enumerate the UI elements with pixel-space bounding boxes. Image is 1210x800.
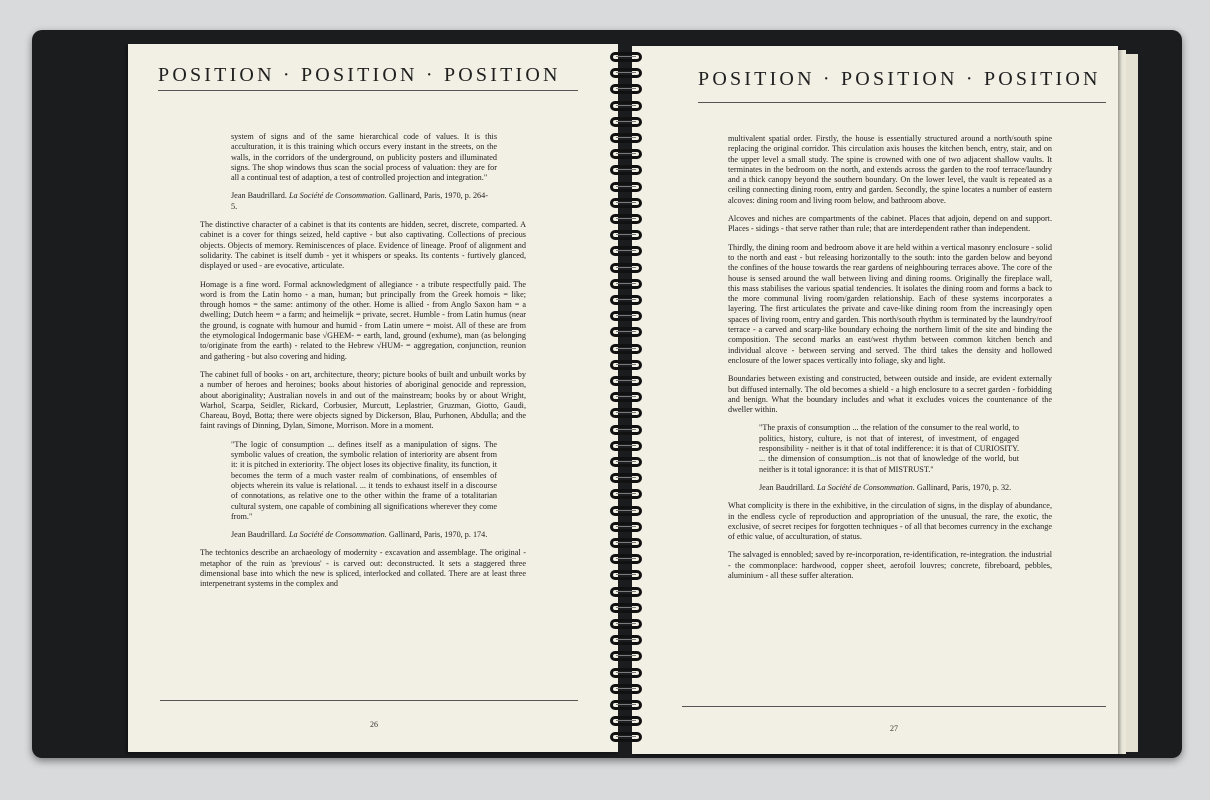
spiral-coil — [610, 198, 642, 208]
citation-details: Gallinard, Paris, 1970, p. 32. — [916, 482, 1012, 492]
spiral-coil — [610, 246, 642, 256]
spiral-coil — [610, 133, 642, 143]
quote-paragraph: system of signs and of the same hierarchical code of values. It is this acculturation, it is this training which occurs every instant in the streets, on the walls, in the corridors of the underground, on publicity posters and illuminated signs. The shop windows thus scan the social process of valuation: they are for all a continual test of adaption, a test of controlled projection and integration." — [231, 132, 497, 183]
citation — [231, 530, 491, 540]
body-paragraph: Boundaries between existing and constructed, between outside and inside, are evident externally but diffused internally. The old becomes a shield - a high enclosure to a secret garden - forbidding and benign. What the boundary includes and what it excludes voices the countenance of the dweller within. — [728, 374, 1052, 415]
spiral-coil — [610, 327, 642, 337]
spiral-coil — [610, 392, 642, 402]
spiral-coil — [610, 522, 642, 532]
spiral-coil — [610, 295, 642, 305]
page-body — [200, 132, 526, 598]
citation-author: Jean Baudrillard. — [759, 482, 815, 492]
spiral-coil — [610, 311, 642, 321]
body-paragraph: Thirdly, the dining room and bedroom above it are held within a vertical masonry enclosure - solid to the north and east - but releasing horizontally to the south: into the garden below and beyond the confines of the house towards the rear gardens of neighbouring terraces above. The core of the house is sensed around the wall between living and dining rooms. Originally the fireplace wall, this mass stabilises the various spatial tendencies. It isolates the dining room and forms a back to the more communal living room/garden relationship. Each of these systems incorporates a layering. The first articulates the private and cave-like dining room from the increasingly open spaces of living room, entry and garden. This north/south rhythm is terminated by the laundry/roof terrace - a carved and scarp-like boundary echoing the northern limit of the site and binding the composition. The second marks an east/west rhythm between common kitchen bench and individual alcove - between serving and served. The third takes the density and hollowed enclosure of the lower spaces vertically into foliage, sky and light. — [728, 242, 1052, 365]
footer-rule — [682, 706, 1106, 707]
page-number: 27 — [890, 724, 898, 733]
citation-details: Gallinard, Paris, 1970, p. 264-5. — [231, 191, 488, 211]
spiral-coil — [610, 182, 642, 192]
spiral-coil — [610, 635, 642, 645]
spiral-coil — [610, 651, 642, 661]
spiral-coil — [610, 360, 642, 370]
spiral-coil — [610, 344, 642, 354]
citation-details: Gallinard, Paris, 1970, p. 174. — [388, 530, 488, 540]
body-paragraph: What complicity is there in the exhibitive, in the circulation of signs, in the display of abundance, in the endless cycle of reproduction and appropriation of the unusual, the rare, the exotic, the exclusive, of secret recipes for forgotten techniques - of all that becomes currency in the exchange of ethic value, of acculturation, of status. — [728, 501, 1052, 542]
left-page — [128, 44, 618, 752]
header-rule — [158, 90, 578, 91]
spiral-coil — [610, 230, 642, 240]
spiral-coil — [610, 570, 642, 580]
spiral-coil — [610, 441, 642, 451]
citation-title: La Société de Consommation. — [816, 482, 915, 492]
quote-paragraph: "The logic of consumption ... defines itself as a manipulation of signs. The symbolic values of creation, the symbolic relation of interiority are absent from it: it is pitched in exteriority. The object loses its objective finality, its function, it becomes the term of a much vaster realm of combinations, of ensembles of objects wherein its value is relational. ... it tends to exhaust itself in a discourse of connotations, as relative one to the other within the frame of a totalitarian cultural system, one capable of combining all significations wherever they come from." — [231, 439, 497, 521]
body-paragraph: The distinctive character of a cabinet is that its contents are hidden, secret, discrete, comparted. A cabinet is a cover for things seized, held captive - but also captivating. Collections of precious objects. Objects of memory. Reminiscences of place. Evidence of lineage. Proof of alignment and solidarity. The cabinet is itself dumb - yet it whispers or speaks. Its contents - furtively glanced, displayed or used - are evocative, articulate. — [200, 220, 526, 271]
spiral-coil — [610, 587, 642, 597]
spiral-coil — [610, 214, 642, 224]
spiral-coil — [610, 408, 642, 418]
spiral-coil — [610, 684, 642, 694]
spiral-coil — [610, 149, 642, 159]
page-number: 26 — [370, 720, 378, 729]
spiral-coil — [610, 554, 642, 564]
body-paragraph: Alcoves and niches are compartments of the cabinet. Places that adjoin, depend on and support. Places - sidings - that serve rather than rule; that are interdependent rather than independent. — [728, 214, 1052, 234]
spiral-coil — [610, 101, 642, 111]
quote-paragraph: "The praxis of consumption ... the relation of the consumer to the real world, to politics, history, culture, is not that of interest, of investment, of engaged responsibility - neither is it that of total indifference: it is that of CURIOSITY. ... the dimension of consumption...is not that of knowledge of the world, but neither is it total ignorance: it is that of MISTRUST." — [759, 423, 1019, 474]
spiral-coil — [610, 732, 642, 742]
page-header: POSITION · POSITION · POSITION — [698, 68, 1101, 90]
citation — [231, 191, 491, 212]
spiral-coil — [610, 473, 642, 483]
page-header: POSITION · POSITION · POSITION — [158, 64, 561, 86]
spiral-coil — [610, 279, 642, 289]
spiral-coil — [610, 603, 642, 613]
spiral-coil — [610, 716, 642, 726]
citation-title: La Société de Consommation. — [288, 530, 387, 540]
spiral-coil — [610, 489, 642, 499]
spiral-coil — [610, 165, 642, 175]
citation-title: La Société de Consommation. — [288, 191, 387, 201]
body-paragraph: The techtonics describe an archaeology of modernity - excavation and assemblage. The original - metaphor of the ruin as 'previous' - is carved out: deconstructed. It sets a staggered three dimensional base into which the new is spliced, interlocked and collated. There are at least three interpenetrant systems in the complex and — [200, 548, 526, 589]
body-paragraph: multivalent spatial order. Firstly, the house is essentially structured around a north/south spine replacing the original corridor. This circulation axis houses the kitchen bench, entry, stair, and on the upper level a small study. The spine is crowned with one of two adjacent shallow vaults. It terminates in the bedroom on the north, and extends across the garden to the roof terrace/laundry and a thick canopy beyond the southern boundary. On the lower level, the vault is repeated as a ceiling connecting dining room, entry and garden. Secondly, the spine locates a number of eastern alcoves: dining room and living room below, and bathroom above. — [728, 134, 1052, 205]
citation-author: Jean Baudrillard. — [231, 191, 287, 201]
spiral-coil — [610, 457, 642, 467]
spiral-coil — [610, 668, 642, 678]
spiral-coil — [610, 538, 642, 548]
spiral-coil — [610, 376, 642, 386]
body-paragraph: Homage is a fine word. Formal acknowledgment of allegiance - a tribute respectfully paid. The word is from the Latin homo - a man, human; but principally from the Greek homois = like; through homos = the same: antimony of the other. Home is allied - from Anglo Saxon ham = a dwelling; Dutch heem = a farm; and heimelijk = private, secret. Humble - from Latin humus (near the ground, is cognate with humour and humid - from Latin umere = moist. All of these are from the etymological Indogermanic base √GHEM- = earth, land, ground (exhume), man (as belonging to/originate from the earth) - related to the Hebrew √HUM- = aggregation, conjunction, reunion and gathering - but also covering and hiding. — [200, 279, 526, 361]
spiral-coil — [610, 506, 642, 516]
spiral-coil — [610, 263, 642, 273]
spiral-coil — [610, 700, 642, 710]
body-paragraph: The salvaged is ennobled; saved by re-incorporation, re-identification, re-integration. the industrial - the commonplace: hardwood, copper sheet, aerofoil louvres; concrete, fibreboard, pebbles, aluminium - all these suffer alteration. — [728, 550, 1052, 580]
spiral-coil — [610, 425, 642, 435]
spiral-coil — [610, 84, 642, 94]
spiral-coil — [610, 68, 642, 78]
footer-rule — [160, 700, 578, 701]
header-rule — [698, 102, 1106, 103]
citation — [759, 483, 1019, 493]
right-page — [632, 46, 1118, 754]
spiral-coil — [610, 117, 642, 127]
spiral-coil — [610, 52, 642, 62]
spiral-coil — [610, 619, 642, 629]
citation-author: Jean Baudrillard. — [231, 530, 287, 540]
page-body — [728, 134, 1052, 589]
body-paragraph: The cabinet full of books - on art, architecture, theory; picture books of built and unbuilt works by a number of heroes and heroines; books about histories of aboriginal genocide and repression, about aboriginality; Australian novels in and out of the mainstream; books by or about Wright, Warhol, Scarpa, Seidler, Rickard, Corbusier, Murcutt, Leplastrier, Gruzman, Giotto, Gaudi, Chareau, Boyd, Botta; there were objects signed by Dickerson, Blau, Purhonen, Abdulla; and the faint ravings of Dinning, Dylan, Simone, Morrison. More in a moment. — [200, 369, 526, 431]
